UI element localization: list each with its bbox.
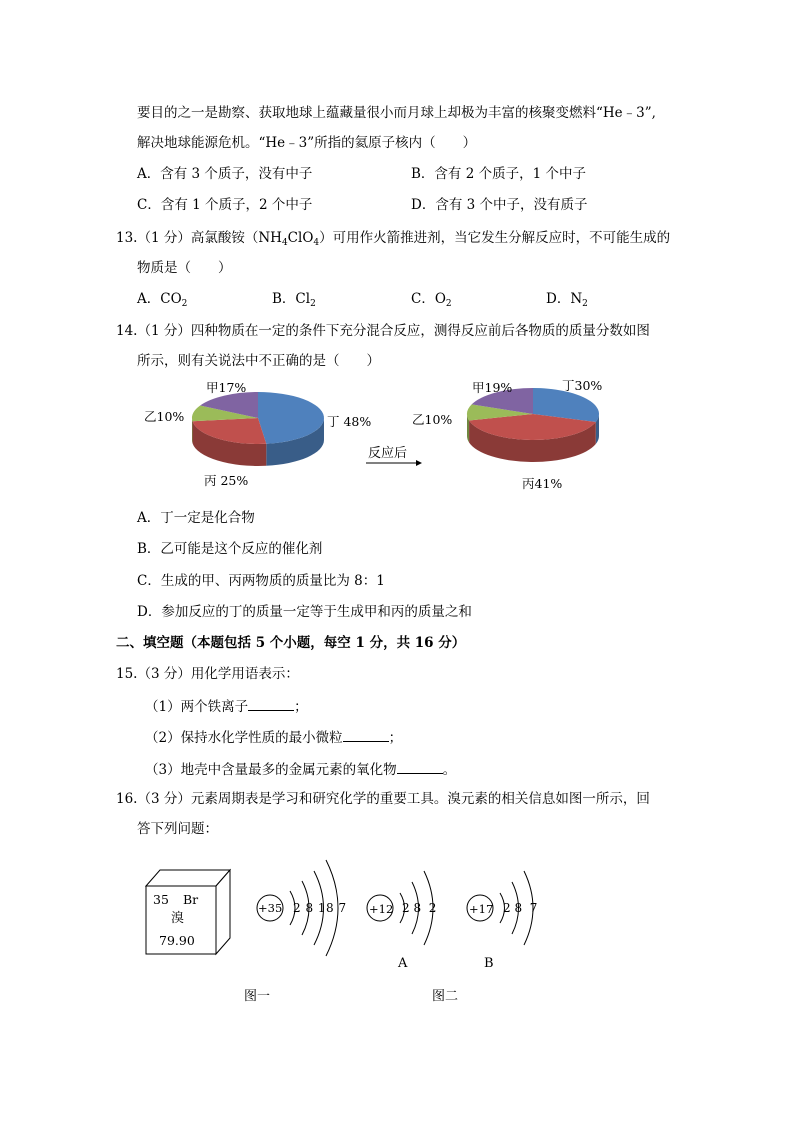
atom-b-nucleus: +17 <box>469 902 494 916</box>
figure-caption-1: 图一 <box>244 989 271 1004</box>
q14-option-a: A．丁一定是化合物 <box>137 510 255 526</box>
q13-stem-line1: 13.（1 分）高氯酸铵$(NH_4ClO_4)$可用作火箭推进剂，当它发生分解反应时，不可能生成的 <box>116 230 671 248</box>
element-symbol: Br <box>183 892 199 907</box>
atom-a-electrons: 2 8 2 <box>402 901 437 915</box>
answer-blank[interactable] <box>397 759 443 774</box>
q12-stem-line2: 解决地球能源危机。“He﹣3”所指的氦原子核内（ ） <box>137 135 477 151</box>
q13-option-b: B．$Cl_2$ <box>272 291 316 309</box>
q12-option-b: B．含有 2 个质子，1 个中子 <box>411 166 586 182</box>
pie-after-label-yi: 乙10% <box>412 412 453 427</box>
q14-stem-line2: 所示，则有关说法中不正确的是（ ） <box>137 353 380 369</box>
q13-option-c: C．$O_2$ <box>411 291 452 309</box>
q15-item-1: （1）两个铁离子 ； <box>145 696 308 716</box>
reaction-arrow-label: 反应后 <box>368 446 408 461</box>
q13-stem-line2: 物质是（ ） <box>137 260 232 276</box>
q14-stem-line1: 14.（1 分）四种物质在一定的条件下充分混合反应，测得反应前后各物质的质量分数如图 <box>116 323 650 339</box>
reaction-arrow-icon <box>366 458 422 468</box>
q16-stem-line2: 答下列问题： <box>137 821 218 837</box>
q13-option-d: D．$N_2$ <box>546 291 588 309</box>
q13-option-a: A．$CO_2$ <box>137 291 188 309</box>
q12-option-d: D．含有 3 个中子，没有质子 <box>411 197 588 213</box>
q12-stem-line1: 要目的之一是勘察、获取地球上蕴藏量很小而月球上却极为丰富的核聚变燃料“He﹣3”, <box>137 105 656 121</box>
pie-before-label-ding: 丁 48% <box>327 414 372 429</box>
pie-chart-after <box>460 384 610 474</box>
pie-before-label-yi: 乙10% <box>144 409 185 424</box>
atom-a-label: A <box>398 956 408 971</box>
element-atomic-number: 35 <box>153 892 169 907</box>
section-heading: 二、填空题（本题包括 5 个小题，每空 1 分，共 16 分） <box>116 635 466 651</box>
q14-option-b: B．乙可能是这个反应的催化剂 <box>137 541 323 557</box>
pie-after-label-bing: 丙41% <box>522 476 563 491</box>
pie-after-label-ding: 丁30% <box>562 378 603 393</box>
q15-item-3: （3）地壳中含量最多的金属元素的氧化物 。 <box>145 759 456 779</box>
pie-before-label-jia: 甲17% <box>206 380 247 395</box>
q14-option-c: C．生成的甲、丙两物质的质量比为 8：1 <box>137 573 385 589</box>
q14-option-d: D．参加反应的丁的质量一定等于生成甲和丙的质量之和 <box>137 604 472 620</box>
q16-stem-line1: 16.（3 分）元素周期表是学习和研究化学的重要工具。溴元素的相关信息如图一所示，回 <box>116 791 650 807</box>
atom-br-nucleus: +35 <box>258 901 283 915</box>
q15-item-2: （2）保持水化学性质的最小微粒 ； <box>145 727 402 747</box>
atom-b-label: B <box>484 956 494 971</box>
pie-slice-side <box>192 418 193 443</box>
answer-blank[interactable] <box>343 727 389 742</box>
q15-stem: 15.（3 分）用化学用语表示： <box>116 666 299 682</box>
atom-a-nucleus: +12 <box>369 902 394 916</box>
element-atomic-mass: 79.90 <box>159 933 195 948</box>
atom-b-electrons: 2 8 7 <box>503 901 538 915</box>
answer-blank[interactable] <box>248 696 294 711</box>
q12-option-c: C．含有 1 个质子，2 个中子 <box>137 197 313 213</box>
element-name: 溴 <box>171 911 185 926</box>
pie-chart-before <box>185 388 335 478</box>
pie-after-label-jia: 甲19% <box>472 380 513 395</box>
atom-br-electrons: 2 8 18 7 <box>293 901 347 915</box>
figure-caption-2: 图二 <box>432 989 459 1004</box>
q12-option-a: A．含有 3 个质子，没有中子 <box>137 166 313 182</box>
pie-before-label-bing: 丙 25% <box>204 473 249 488</box>
